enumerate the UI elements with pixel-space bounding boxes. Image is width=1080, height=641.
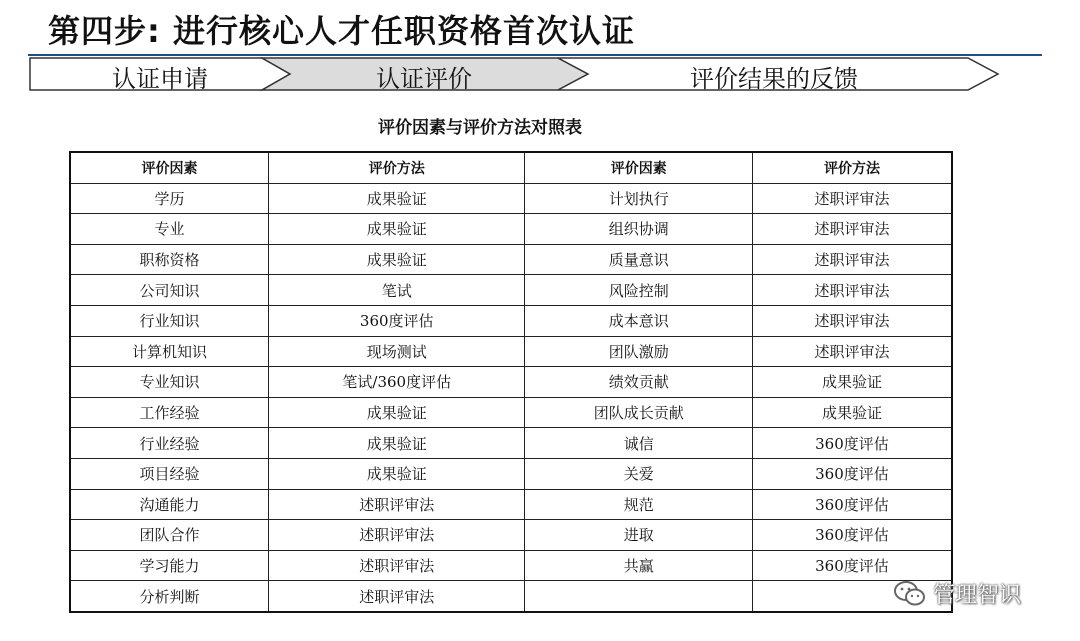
factor-cell: 风险控制 [525, 275, 752, 306]
factor-cell: 公司知识 [70, 275, 269, 306]
method-cell: 成果验证 [269, 183, 525, 214]
step-label-apply: 认证申请 [112, 65, 208, 93]
table-row [70, 458, 952, 489]
factor-cell: 职称资格 [70, 244, 269, 275]
factor-cell: 绩效贡献 [525, 367, 752, 398]
method-cell: 成果验证 [269, 428, 525, 459]
table-row [70, 336, 952, 367]
method-cell: 笔试/360度评估 [269, 367, 525, 398]
factor-cell: 专业知识 [70, 367, 269, 398]
table-row [70, 428, 952, 459]
header-factor-left: 评价因素 [70, 152, 269, 183]
header-method-right: 评价方法 [752, 152, 952, 183]
factor-cell: 质量意识 [525, 244, 752, 275]
factor-cell: 诚信 [525, 428, 752, 459]
method-cell: 成果验证 [269, 214, 525, 245]
factor-cell: 团队成长贡献 [525, 397, 752, 428]
table-body [70, 183, 952, 612]
factor-cell: 学历 [70, 183, 269, 214]
factor-cell: 计划执行 [525, 183, 752, 214]
factor-cell: 进取 [525, 520, 752, 551]
factor-cell [525, 581, 752, 612]
method-cell: 述职评审法 [752, 336, 952, 367]
table-row [70, 214, 952, 245]
method-cell: 成果验证 [269, 397, 525, 428]
wechat-icon [893, 580, 927, 608]
method-cell: 述职评审法 [269, 550, 525, 581]
method-cell: 述职评审法 [752, 214, 952, 245]
method-cell: 笔试 [269, 275, 525, 306]
method-cell: 成果验证 [269, 244, 525, 275]
table-row [70, 550, 952, 581]
table-row [70, 275, 952, 306]
factor-cell: 团队激励 [525, 336, 752, 367]
watermark [893, 578, 1021, 609]
factor-cell: 关爱 [525, 458, 752, 489]
page-title: 第四步: 进行核心人才任职资格首次认证 [48, 12, 635, 50]
method-cell: 360度评估 [752, 458, 952, 489]
table-row [70, 305, 952, 336]
method-cell: 述职评审法 [752, 183, 952, 214]
table-header-row [70, 152, 952, 183]
table-row [70, 367, 952, 398]
method-cell: 述职评审法 [752, 275, 952, 306]
factor-cell: 团队合作 [70, 520, 269, 551]
factor-cell: 组织协调 [525, 214, 752, 245]
process-steps [0, 56, 1080, 92]
method-cell: 360度评估 [752, 489, 952, 520]
factor-cell: 专业 [70, 214, 269, 245]
table-row [70, 489, 952, 520]
factor-cell: 项目经验 [70, 458, 269, 489]
factor-cell: 学习能力 [70, 550, 269, 581]
header-method-left: 评价方法 [269, 152, 525, 183]
method-cell: 360度评估 [752, 520, 952, 551]
table-title-text: 评价因素与评价方法对照表 [378, 118, 582, 138]
factor-cell: 共赢 [525, 550, 752, 581]
table-row [70, 244, 952, 275]
factor-cell: 规范 [525, 489, 752, 520]
method-cell: 成果验证 [752, 367, 952, 398]
table-row [70, 520, 952, 551]
table-title [0, 113, 1080, 138]
method-cell: 360度评估 [752, 428, 952, 459]
method-cell: 成果验证 [752, 397, 952, 428]
watermark-text: 管理智识 [933, 583, 1022, 608]
method-cell: 述职评审法 [269, 581, 525, 612]
method-cell: 360度评估 [752, 550, 952, 581]
factor-cell: 计算机知识 [70, 336, 269, 367]
factor-cell: 分析判断 [70, 581, 269, 612]
method-cell: 述职评审法 [752, 305, 952, 336]
step-label-feedback: 评价结果的反馈 [690, 65, 858, 93]
method-cell: 述职评审法 [752, 244, 952, 275]
table-row [70, 183, 952, 214]
table-row [70, 581, 952, 612]
factor-cell: 行业经验 [70, 428, 269, 459]
method-cell: 现场测试 [269, 336, 525, 367]
header-factor-right: 评价因素 [525, 152, 752, 183]
factor-cell: 行业知识 [70, 305, 269, 336]
method-cell: 360度评估 [269, 305, 525, 336]
evaluation-table [69, 151, 953, 613]
factor-cell: 成本意识 [525, 305, 752, 336]
method-cell: 述职评审法 [269, 520, 525, 551]
method-cell: 述职评审法 [269, 489, 525, 520]
step-label-evaluate: 认证评价 [376, 65, 472, 93]
method-cell: 成果验证 [269, 458, 525, 489]
factor-cell: 沟通能力 [70, 489, 269, 520]
factor-cell: 工作经验 [70, 397, 269, 428]
table-row [70, 397, 952, 428]
